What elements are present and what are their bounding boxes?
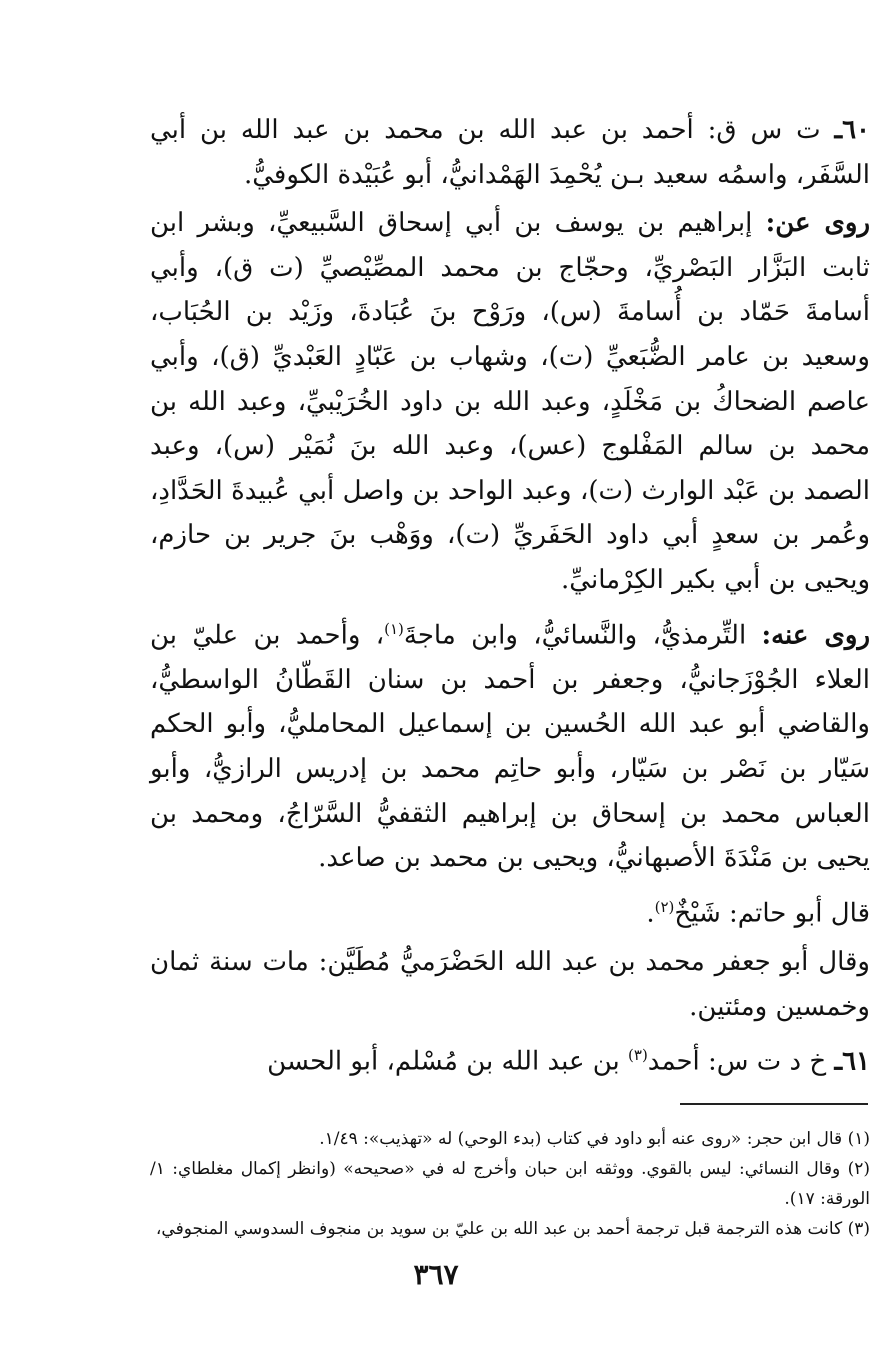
footnote-ref-3: (٣) <box>628 1046 648 1065</box>
footnote-2: (٢) وقال النسائي: ليس بالقوي. ووثقه ابن حبان وأخرج له في «صحيحه» (وانظر إكمال مغلطاي: ١/الورقة: ١٧). <box>150 1159 870 1209</box>
narrated-by-text-2: ، وأحمد بن عليّ بن العلاء الجُوْزَجانيُّ، وجعفر بن أحمد بن سنان القَطّانُ الواسطيُّ، والقاضي أبو عبد الله الحُسين بن إسماعيل المحامليُّ، وأبو الحكم سَيّار بن نَصْر بن سَيّار، وأبو حاتِم محمد بن إدريس الرازيُّ، وأبو العباس محمد بن إسحاق بن إبراهيم الثقفيُّ السَّرّاجُ، ومحمد بن يحيى بن مَنْدَةَ الأصبهانيُّ، ويحيى بن محمد بن صاعد. <box>150 620 870 874</box>
entry-header-text: ت س ق: أحمد بن عبد الله بن محمد بن عبد الله بن أبي السَّفَر، واسمُه سعيد بـن يُحْمِدَ الهَمْدانيُّ، أبو عُبَيْدة الكوفيُّ. <box>150 115 870 190</box>
abu-hatim-paragraph <box>150 885 870 936</box>
footnotes <box>150 1124 870 1244</box>
main-text <box>150 108 870 1088</box>
narrated-from-text: إبراهيم بن يوسف بن أبي إسحاق السَّبيعيِّ، وبشر ابن ثابت البَزَّار البَصْريِّ، وحجّاج بن محمد المصِّيْصيِّ (ت ق)، وأبي أسامةَ حَمّاد بن أُسامةَ (س)، ورَوْح بنَ عُبَادةَ، وزَيْد بن الحُبَاب، وسعيد بن عامر الضُّبَعيِّ (ت)، وشهاب بن عَبّادٍ العَبْديِّ (ق)، وأبي عاصم الضحاكُ بن مَخْلَدٍ، وعبد الله بن داود الخُرَيْبيِّ، وعبد الله بن محمد بن سالم المَفْلوج (عس)، وعبد الله بنَ نُمَيْر (س)، وعبد الصمد بن عَبْد الوارث (ت)، وعبد الواحد بن واصل أبي عُبيدةَ الحَدَّادِ، وعُمر بن سعدٍ أبي داود الحَفَريِّ (ت)، ووَهْب بنَ جرير بن حازم، ويحيى بن أبي بكير الكِرْمانيِّ. <box>150 208 870 595</box>
abu-hatim-text: قال أبو حاتم: شَيْخٌ <box>674 898 870 929</box>
narrated-from-label: روى عن: <box>765 208 871 239</box>
hadrami-paragraph <box>150 940 870 1029</box>
footnote-3: (٣) كانت هذه الترجمة قبل ترجمة أحمد بن عبد الله بن عليّ بن سويد بن منجوف السدوسي المنجوفي، <box>155 1219 870 1239</box>
narrated-by-label: روى عنه: <box>761 620 870 651</box>
entry-number: ٦١ـ <box>834 1046 870 1077</box>
narrated-from-paragraph <box>150 201 870 602</box>
entry-61-text-1: خ د ت س: أحمد <box>647 1046 827 1077</box>
footnote-ref-1: (١) <box>384 619 404 638</box>
abu-hatim-end: . <box>646 898 655 929</box>
footnote-divider <box>680 1103 868 1105</box>
narrated-by-text-1: التِّرمذيُّ، والنَّسائيُّ، وابن ماجةَ <box>403 620 747 651</box>
footnote-1: (١) قال ابن حجر: «روى عنه أبو داود في كتاب (بدء الوحي) له «تهذيب»: ١/٤٩. <box>319 1129 870 1149</box>
entry-number: ٦٠ـ <box>834 115 871 145</box>
entry-61-header <box>150 1033 870 1084</box>
narrated-by-paragraph <box>150 607 870 881</box>
page-number: ٣٦٧ <box>413 1258 459 1291</box>
entry-61-text-2: بن عبد الله بن مُسْلم، أبو الحسن <box>267 1046 629 1077</box>
footnote-ref-2: (٢) <box>654 897 675 916</box>
hadrami-text: وقال أبو جعفر محمد بن عبد الله الحَضْرَميُّ مُطَيَّن: مات سنة ثمان وخمسين ومئتين. <box>150 947 870 1022</box>
entry-60-header <box>150 108 870 197</box>
